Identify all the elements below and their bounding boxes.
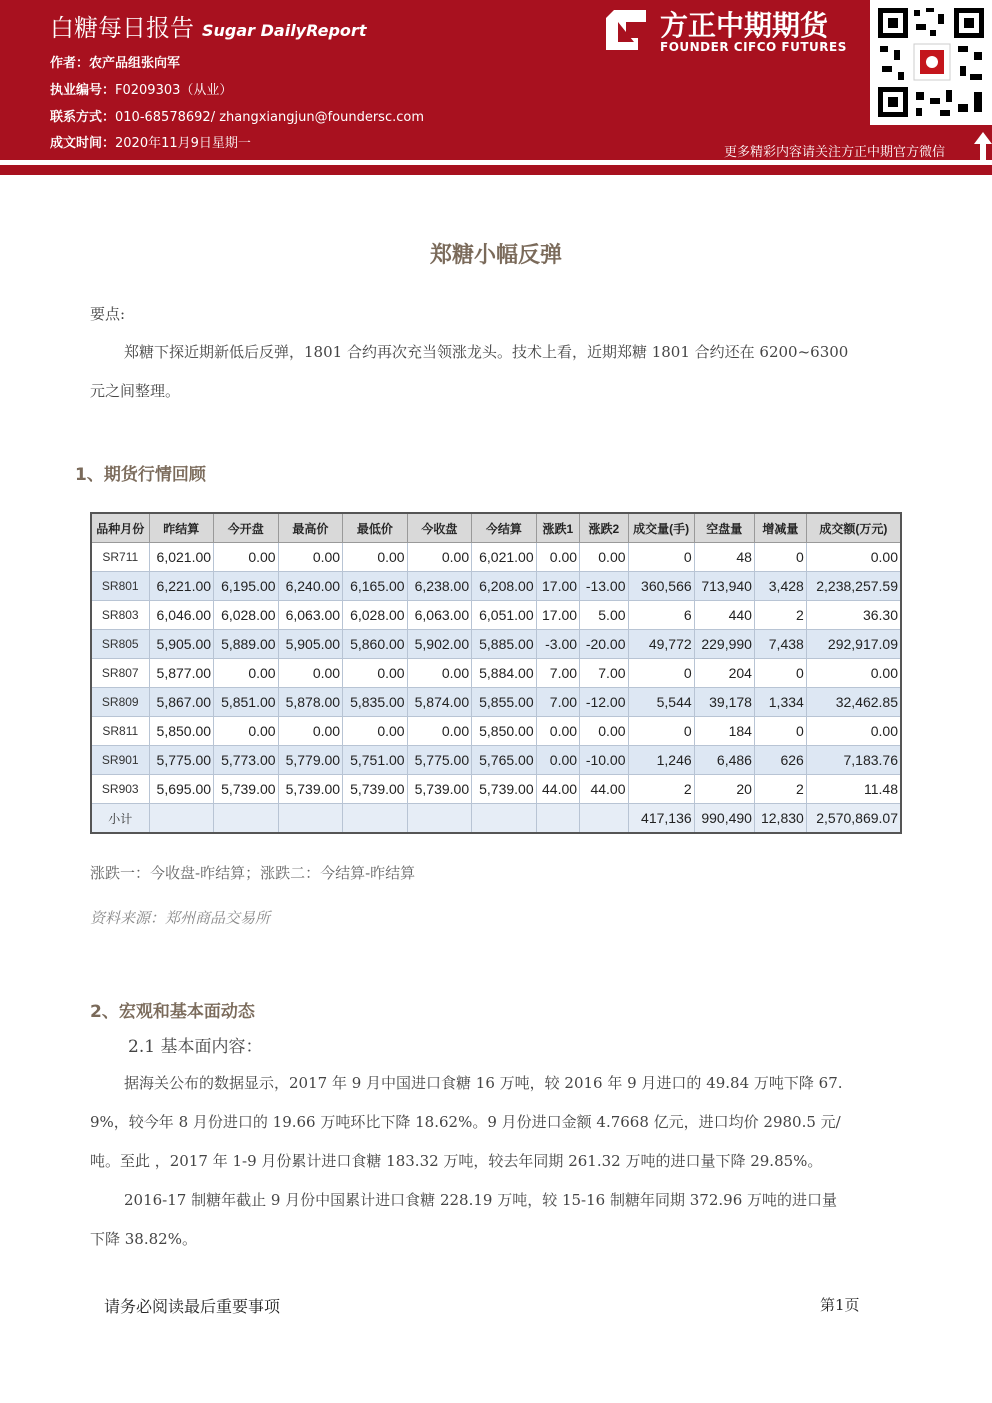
- table-header-cell: 涨跌1: [536, 513, 579, 543]
- table-cell: 229,990: [694, 630, 754, 659]
- table-cell: 5,885.00: [472, 630, 537, 659]
- table-cell: 6,486: [694, 746, 754, 775]
- table-cell: [407, 804, 472, 834]
- contract-code-cell: SR801: [91, 572, 149, 601]
- table-cell: -13.00: [580, 572, 628, 601]
- footer-notice: 请务必阅读最后重要事项: [104, 1297, 281, 1316]
- table-row: [91, 688, 901, 717]
- table-cell: 5,860.00: [343, 630, 408, 659]
- table-cell: 7.00: [536, 659, 579, 688]
- table-header-row: [91, 513, 901, 543]
- table-cell: 5,878.00: [278, 688, 343, 717]
- table-cell: 6,028.00: [214, 601, 279, 630]
- table-cell: 1,246: [628, 746, 694, 775]
- contract-code-cell: SR811: [91, 717, 149, 746]
- table-cell: 0.00: [806, 543, 901, 572]
- table-cell: [149, 804, 214, 834]
- table-cell: 0: [754, 717, 806, 746]
- table-cell: 0: [628, 717, 694, 746]
- data-source: 资料来源：郑州商品交易所: [90, 909, 271, 927]
- page-number: 第1页: [820, 1296, 860, 1314]
- contract-code-cell: SR809: [91, 688, 149, 717]
- table-cell: 5,889.00: [214, 630, 279, 659]
- table-cell: 0.00: [343, 543, 408, 572]
- table-cell: 0.00: [278, 659, 343, 688]
- table-cell: 5,850.00: [472, 717, 537, 746]
- table-cell: 36.30: [806, 601, 901, 630]
- table-header-cell: 昨结算: [149, 513, 214, 543]
- table-cell: 5,751.00: [343, 746, 408, 775]
- table-cell: [278, 804, 343, 834]
- table-row: [91, 543, 901, 572]
- table-cell: 6,165.00: [343, 572, 408, 601]
- keypoints-line-1: 郑糖下探近期新低后反弹，1801 合约再次充当领涨龙头。技术上看，近期郑糖 1801 合约还在 6200~6300: [124, 343, 849, 361]
- company-logo-icon: [604, 8, 648, 52]
- date-line: 成文时间：2020年11月9日星期一: [50, 136, 251, 151]
- table-cell: 5,775.00: [149, 746, 214, 775]
- table-cell: 1,334: [754, 688, 806, 717]
- table-cell: 0.00: [806, 659, 901, 688]
- contract-code-cell: SR803: [91, 601, 149, 630]
- arrow-up-icon: [974, 132, 992, 160]
- table-header-cell: 品种月份: [91, 513, 149, 543]
- table-note: 涨跌一：今收盘-昨结算；涨跌二：今结算-昨结算: [90, 864, 416, 882]
- table-cell: -10.00: [580, 746, 628, 775]
- table-cell: [536, 804, 579, 834]
- table-cell: [343, 804, 408, 834]
- table-header-cell: 增减量: [754, 513, 806, 543]
- table-cell: [580, 804, 628, 834]
- table-cell: 5,765.00: [472, 746, 537, 775]
- table-cell: 204: [694, 659, 754, 688]
- qr-code-icon: [870, 0, 992, 125]
- table-cell: 2,570,869.07: [806, 804, 901, 834]
- table-cell: 0.00: [536, 543, 579, 572]
- table-cell: 7,438: [754, 630, 806, 659]
- table-cell: 17.00: [536, 601, 579, 630]
- table-cell: 5,855.00: [472, 688, 537, 717]
- table-cell: 11.48: [806, 775, 901, 804]
- table-header-cell: 成交额(万元): [806, 513, 901, 543]
- table-cell: 39,178: [694, 688, 754, 717]
- table-cell: 2: [754, 775, 806, 804]
- table-cell: -3.00: [536, 630, 579, 659]
- table-row: [91, 775, 901, 804]
- contract-code-cell: SR805: [91, 630, 149, 659]
- table-row: [91, 630, 901, 659]
- table-cell: 5,779.00: [278, 746, 343, 775]
- author-line: 作者：农产品组张向军: [50, 56, 181, 71]
- table-cell: 0.00: [580, 717, 628, 746]
- table-cell: 0.00: [407, 659, 472, 688]
- table-header-cell: 今收盘: [407, 513, 472, 543]
- para1-line-1: 据海关公布的数据显示，2017 年 9 月中国进口食糖 16 万吨，较 2016 年 9 月进口的 49.84 万吨下降 67.: [124, 1074, 843, 1092]
- company-name-cn: 方正中期期货: [660, 9, 829, 42]
- table-cell: 184: [694, 717, 754, 746]
- table-cell: 44.00: [580, 775, 628, 804]
- table-header-cell: 涨跌2: [580, 513, 628, 543]
- table-row: [91, 717, 901, 746]
- table-cell: 6: [628, 601, 694, 630]
- table-row: [91, 659, 901, 688]
- table-cell: 0: [754, 543, 806, 572]
- table-cell: 5,850.00: [149, 717, 214, 746]
- table-cell: 0.00: [214, 543, 279, 572]
- table-row: [91, 601, 901, 630]
- table-cell: 5,874.00: [407, 688, 472, 717]
- table-cell: 626: [754, 746, 806, 775]
- table-cell: 0: [754, 659, 806, 688]
- company-name-en: FOUNDER CIFCO FUTURES: [660, 40, 847, 54]
- table-cell: 7,183.76: [806, 746, 901, 775]
- table-header-cell: 成交量(手): [628, 513, 694, 543]
- table-cell: 5,835.00: [343, 688, 408, 717]
- table-cell: 32,462.85: [806, 688, 901, 717]
- table-cell: 6,238.00: [407, 572, 472, 601]
- keypoints-label: 要点:: [90, 305, 126, 323]
- table-cell: 5.00: [580, 601, 628, 630]
- table-cell: 0.00: [806, 717, 901, 746]
- table-cell: 5,851.00: [214, 688, 279, 717]
- table-cell: 0.00: [536, 746, 579, 775]
- table-header-cell: 今结算: [472, 513, 537, 543]
- table-cell: 0.00: [407, 717, 472, 746]
- table-cell: 6,221.00: [149, 572, 214, 601]
- table-cell: 0.00: [214, 717, 279, 746]
- para1-line-3: 吨。至此 ，2017 年 1-9 月份累计进口食糖 183.32 万吨，较去年同期 261.32 万吨的进口量下降 29.85%。: [90, 1152, 823, 1170]
- table-cell: 0.00: [536, 717, 579, 746]
- table-cell: 5,695.00: [149, 775, 214, 804]
- table-cell: 5,867.00: [149, 688, 214, 717]
- table-cell: 2,238,257.59: [806, 572, 901, 601]
- para2-line-2: 下降 38.82%。: [90, 1230, 197, 1248]
- table-cell: 6,051.00: [472, 601, 537, 630]
- table-cell: 5,775.00: [407, 746, 472, 775]
- table-cell: 7.00: [580, 659, 628, 688]
- table-cell: 5,739.00: [278, 775, 343, 804]
- report-title-cn: 白糖每日报告 Sugar DailyReport: [50, 14, 367, 42]
- table-cell: 6,063.00: [407, 601, 472, 630]
- table-cell: 6,063.00: [278, 601, 343, 630]
- report-title-en: Sugar DailyReport: [202, 21, 367, 40]
- table-cell: -12.00: [580, 688, 628, 717]
- table-cell: 5,739.00: [407, 775, 472, 804]
- table-cell: 5,773.00: [214, 746, 279, 775]
- table-cell: 0: [628, 543, 694, 572]
- table-cell: 12,830: [754, 804, 806, 834]
- table-header-cell: 今开盘: [214, 513, 279, 543]
- section-1-heading: 1、期货行情回顾: [75, 465, 206, 485]
- table-cell: 49,772: [628, 630, 694, 659]
- table-cell: 0.00: [278, 543, 343, 572]
- table-cell: 440: [694, 601, 754, 630]
- table-cell: 0.00: [278, 717, 343, 746]
- table-cell: 0.00: [343, 659, 408, 688]
- table-cell: 6,208.00: [472, 572, 537, 601]
- table-cell: [472, 804, 537, 834]
- contract-code-cell: SR901: [91, 746, 149, 775]
- table-cell: 990,490: [694, 804, 754, 834]
- table-cell: 5,905.00: [278, 630, 343, 659]
- table-cell: 20: [694, 775, 754, 804]
- section-2-1-heading: 2.1 基本面内容：: [128, 1037, 263, 1057]
- table-cell: 5,902.00: [407, 630, 472, 659]
- table-cell: 17.00: [536, 572, 579, 601]
- contact-line: 联系方式：010-68578692/ zhangxiangjun@foundersc.com: [50, 110, 424, 125]
- table-cell: 713,940: [694, 572, 754, 601]
- report-header: [0, 0, 992, 160]
- header-divider: [0, 165, 992, 175]
- table-cell: 5,877.00: [149, 659, 214, 688]
- contract-code-cell: SR807: [91, 659, 149, 688]
- table-row: [91, 572, 901, 601]
- table-cell: 3,428: [754, 572, 806, 601]
- table-cell: 5,739.00: [214, 775, 279, 804]
- table-cell: 5,544: [628, 688, 694, 717]
- table-cell: 6,240.00: [278, 572, 343, 601]
- follow-wechat-text: 更多精彩内容请关注方正中期官方微信: [724, 145, 946, 160]
- table-header-cell: 最高价: [278, 513, 343, 543]
- table-cell: 5,739.00: [343, 775, 408, 804]
- table-cell: 0.00: [214, 659, 279, 688]
- para2-line-1: 2016-17 制糖年截止 9 月份中国累计进口食糖 228.19 万吨，较 15-16 制糖年同期 372.96 万吨的进口量: [124, 1191, 838, 1209]
- table-cell: 2: [754, 601, 806, 630]
- table-cell: [214, 804, 279, 834]
- table-cell: 0: [628, 659, 694, 688]
- table-row: [91, 746, 901, 775]
- table-cell: 0.00: [343, 717, 408, 746]
- table-cell: 6,195.00: [214, 572, 279, 601]
- section-2-heading: 2、宏观和基本面动态: [90, 1002, 255, 1022]
- table-cell: 48: [694, 543, 754, 572]
- article-title: 郑糖小幅反弹: [429, 243, 562, 268]
- table-cell: 0.00: [407, 543, 472, 572]
- table-cell: 2: [628, 775, 694, 804]
- table-cell: 5,739.00: [472, 775, 537, 804]
- table-cell: 417,136: [628, 804, 694, 834]
- table-cell: -20.00: [580, 630, 628, 659]
- table-cell: 6,028.00: [343, 601, 408, 630]
- table-cell: 292,917.09: [806, 630, 901, 659]
- para1-line-2: 9%，较今年 8 月份进口的 19.66 万吨环比下降 18.62%。9 月份进口金额 4.7668 亿元，进口均价 2980.5 元/: [90, 1113, 841, 1131]
- futures-table: [90, 512, 902, 834]
- contract-code-cell: SR711: [91, 543, 149, 572]
- table-cell: 5,905.00: [149, 630, 214, 659]
- table-cell: 5,884.00: [472, 659, 537, 688]
- table-total-row: [91, 804, 901, 834]
- contract-code-cell: SR903: [91, 775, 149, 804]
- table-header-cell: 最低价: [343, 513, 408, 543]
- table-cell: 6,021.00: [149, 543, 214, 572]
- table-header-cell: 空盘量: [694, 513, 754, 543]
- table-cell: 360,566: [628, 572, 694, 601]
- table-cell: 44.00: [536, 775, 579, 804]
- table-cell: 6,021.00: [472, 543, 537, 572]
- keypoints-line-2: 元之间整理。: [90, 382, 181, 400]
- table-cell: 6,046.00: [149, 601, 214, 630]
- table-cell: 7.00: [536, 688, 579, 717]
- license-line: 执业编号：F0209303（从业）: [50, 83, 233, 98]
- table-cell: 0.00: [580, 543, 628, 572]
- contract-code-cell: 小计: [91, 804, 149, 834]
